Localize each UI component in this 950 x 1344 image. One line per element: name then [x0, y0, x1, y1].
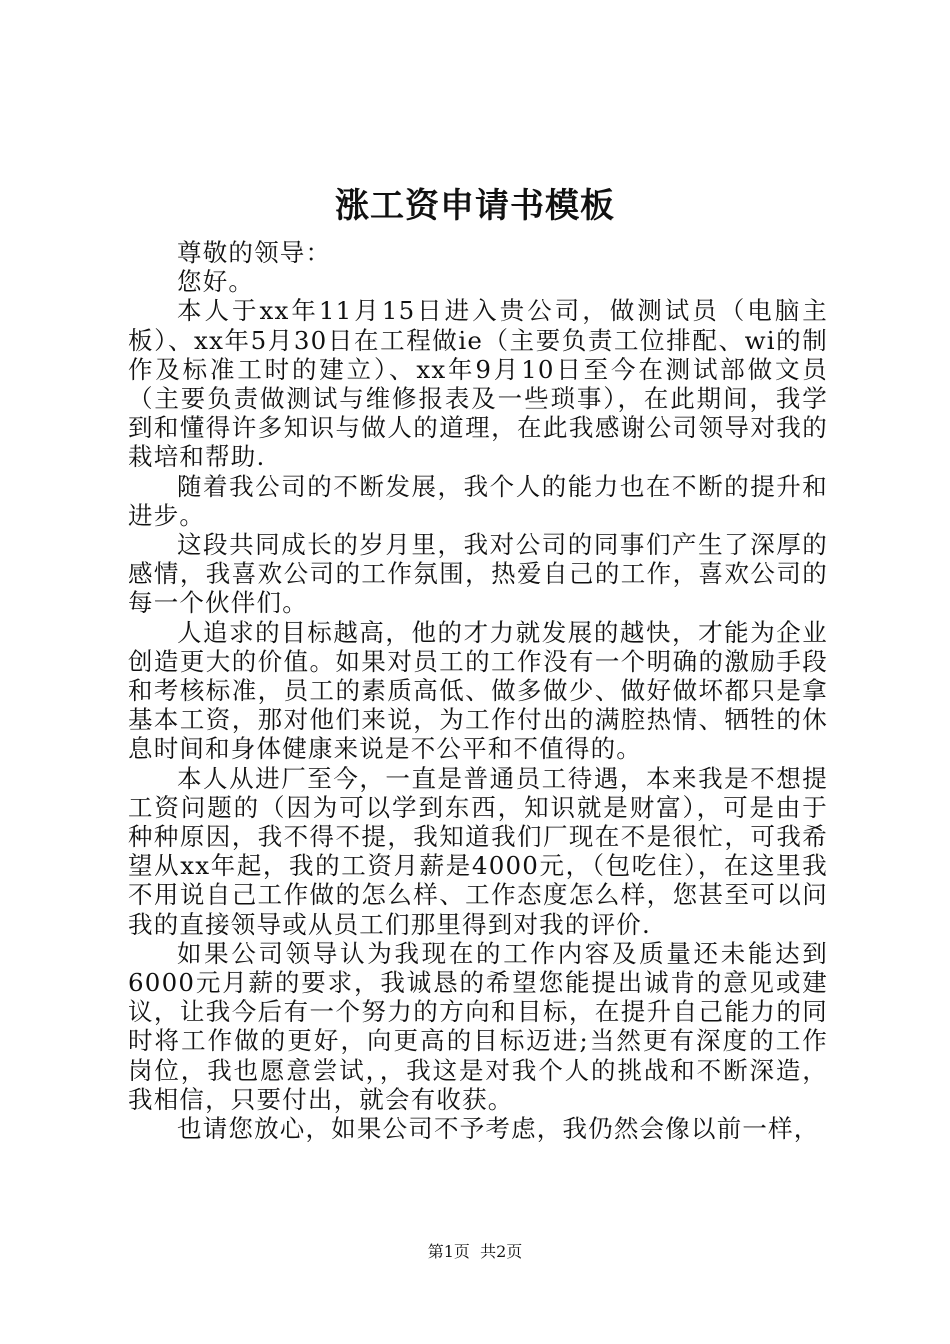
paragraph-closing: 也请您放心，如果公司不予考虑，我仍然会像以前一样， [177, 1114, 820, 1144]
document-body [128, 238, 828, 1143]
greeting: 您好。 [177, 267, 255, 297]
paragraph-colleagues: 这段共同成长的岁月里，我对公司的同事们产生了深厚的感情，我喜欢公司的工作氛围，热爱自己的工作，喜欢公司的每一个伙伴们。 [128, 530, 828, 618]
paragraph-growth: 随着我公司的不断发展，我个人的能力也在不断的提升和进步。 [128, 471, 828, 530]
document-title: 涨工资申请书模板 [335, 186, 615, 226]
paragraph-feedback: 如果公司领导认为我现在的工作内容及质量还未能达到6000元月薪的要求，我诚恳的希望您能提出诚肯的意见或建议，让我今后有一个努力的方向和目标，在提升自己能力的同时将工作做的更好，向更高的目标迈进;当然更有深度的工作岗位，我也愿意尝试，，我这是对我个人的挑战和不断深造，我相信，只要付出，就会有收获。 [128, 938, 828, 1114]
salutation: 尊敬的领导： [177, 238, 332, 267]
paragraph-work-history: 本人于xx年11月15日进入贵公司，做测试员（电脑主板）、xx年5月30日在工程做ie（主要负责工位排配、wi的制作及标准工时的建立）、xx年9月10日至今在测试部做文员（主要负责做测试与维修报表及一些琐事），在此期间，我学到和懂得许多知识与做人的道理，在此我感谢公司领导对我的栽培和帮助. [128, 296, 828, 472]
paragraph-salary-request: 本人从进厂至今，一直是普通员工待遇，本来我是不想提工资问题的（因为可以学到东西，知识就是财富），可是由于种种原因，我不得不提，我知道我们厂现在不是很忙，可我希望从xx年起，我的工资月薪是4000元，（包吃住），在这里我不用说自己工作做的怎么样、工作态度怎么样，您甚至可以问我的直接领导或从员工们那里得到对我的评价. [128, 763, 828, 939]
page-footer [0, 1240, 950, 1264]
paragraph-motivation: 人追求的目标越高，他的才力就发展的越快，才能为企业创造更大的价值。如果对员工的工作没有一个明确的激励手段和考核标准，员工的素质高低、做多做少、做好做坏都只是拿基本工资，那对他们来说，为工作付出的满腔热情、牺牲的休息时间和身体健康来说是不公平和不值得的。 [128, 617, 828, 764]
page-number: 第1页 共2页 [427, 1242, 523, 1261]
